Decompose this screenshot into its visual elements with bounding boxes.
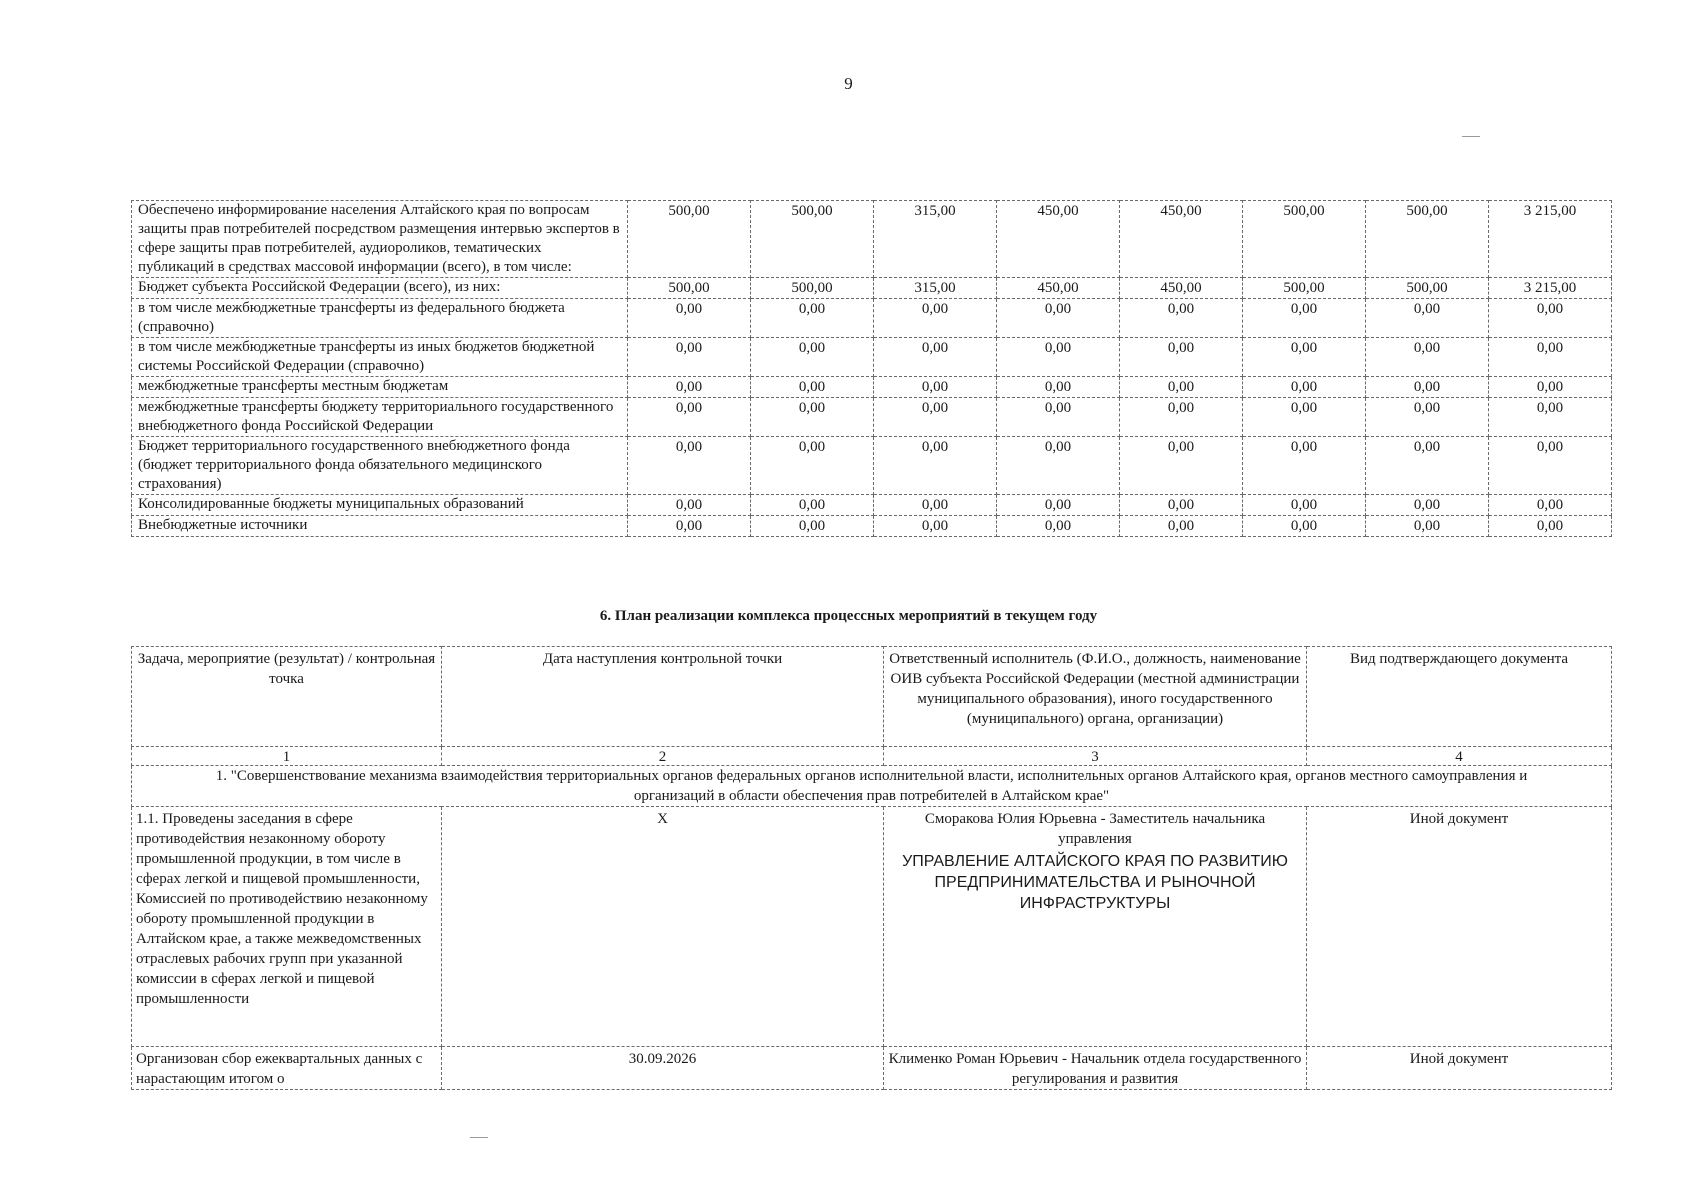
funding-value: 0,00	[1366, 338, 1489, 377]
column-number: 3	[884, 747, 1307, 766]
funding-value: 500,00	[1243, 201, 1366, 278]
task-heading: 1. "Совершенствование механизма взаимодействия территориальных органов федеральных органов исполнительной власти, исполнительных органов Алтайского края, органов местного самоуправления и организаций в области обеспечения прав потребителей в Алтайском крае"	[132, 766, 1612, 807]
funding-value: 0,00	[751, 338, 874, 377]
funding-value: 0,00	[1120, 516, 1243, 537]
funding-value: 315,00	[874, 201, 997, 278]
funding-value: 0,00	[997, 398, 1120, 437]
task-cell: Организован сбор ежеквартальных данных с нарастающим итогом о	[132, 1047, 442, 1090]
task-cell: 1.1. Проведены заседания в сфере противодействия незаконному обороту промышленной продукции, в том числе в сферах легкой и пищевой промышленности, Комиссией по противодействию незаконному обороту промышленной продукции в Алтайском крае, а также межведомственных отраслевых рабочих групп при указанной комиссии в сферах легкой и пищевой промышленности	[132, 807, 442, 1047]
funding-value: 0,00	[751, 377, 874, 398]
funding-value: 0,00	[1120, 398, 1243, 437]
funding-value: 3 215,00	[1489, 278, 1612, 299]
funding-value: 0,00	[1120, 299, 1243, 338]
header-responsible: Ответственный исполнитель (Ф.И.О., должность, наименование ОИВ субъекта Российской Федерации (местной администрации муниципального образования), иного государственного (муниципального) органа, организации)	[884, 647, 1307, 747]
funding-value: 0,00	[1489, 398, 1612, 437]
funding-value: 500,00	[1366, 201, 1489, 278]
funding-value: 0,00	[1366, 437, 1489, 495]
funding-row-label: Бюджет субъекта Российской Федерации (всего), из них:	[132, 278, 628, 299]
funding-value: 0,00	[1489, 299, 1612, 338]
funding-row-label: межбюджетные трансферты местным бюджетам	[132, 377, 628, 398]
funding-value: 0,00	[874, 398, 997, 437]
funding-value: 0,00	[1243, 299, 1366, 338]
date-cell: X	[442, 807, 884, 1047]
column-number-row	[132, 747, 1612, 766]
funding-value: 0,00	[1366, 377, 1489, 398]
funding-value: 500,00	[751, 201, 874, 278]
funding-value: 0,00	[1489, 377, 1612, 398]
funding-value: 450,00	[997, 278, 1120, 299]
funding-value: 500,00	[628, 201, 751, 278]
funding-value: 0,00	[1243, 338, 1366, 377]
funding-value: 500,00	[1366, 278, 1489, 299]
funding-value: 0,00	[874, 377, 997, 398]
funding-row	[132, 377, 1612, 398]
funding-value: 0,00	[997, 299, 1120, 338]
header-task: Задача, мероприятие (результат) / контрольная точка	[132, 647, 442, 747]
funding-value: 0,00	[1243, 516, 1366, 537]
funding-value: 0,00	[751, 299, 874, 338]
funding-value: 0,00	[997, 338, 1120, 377]
funding-value: 0,00	[1489, 437, 1612, 495]
plan-row	[132, 807, 1612, 1047]
funding-value: 0,00	[628, 398, 751, 437]
funding-value: 450,00	[1120, 278, 1243, 299]
funding-value: 0,00	[874, 516, 997, 537]
plan-table	[131, 646, 1612, 1090]
responsible-cell	[884, 807, 1307, 1047]
funding-value: 0,00	[874, 299, 997, 338]
funding-value: 0,00	[628, 437, 751, 495]
funding-value: 0,00	[1366, 299, 1489, 338]
funding-value: 0,00	[1489, 516, 1612, 537]
funding-row-label: Бюджет территориального государственного внебюджетного фонда (бюджет территориального фонда обязательного медицинского страхования)	[132, 437, 628, 495]
funding-value: 0,00	[628, 377, 751, 398]
plan-header-row	[132, 647, 1612, 747]
funding-row-label: Консолидированные бюджеты муниципальных образований	[132, 495, 628, 516]
funding-row	[132, 201, 1612, 278]
plan-row	[132, 1047, 1612, 1090]
funding-row	[132, 516, 1612, 537]
column-number: 4	[1307, 747, 1612, 766]
funding-row-label: Обеспечено информирование населения Алтайского края по вопросам защиты прав потребителей посредством размещения интервью экспертов в сфере защиты прав потребителей, аудиороликов, тематических публикаций в средствах массовой информации (всего), в том числе:	[132, 201, 628, 278]
funding-value: 0,00	[628, 495, 751, 516]
document-cell: Иной документ	[1307, 807, 1612, 1047]
funding-value: 0,00	[1366, 495, 1489, 516]
funding-row	[132, 299, 1612, 338]
funding-value: 0,00	[628, 338, 751, 377]
column-number: 1	[132, 747, 442, 766]
funding-value: 0,00	[874, 338, 997, 377]
funding-row	[132, 495, 1612, 516]
scan-mark	[470, 1137, 488, 1138]
funding-value: 0,00	[1366, 516, 1489, 537]
funding-value: 0,00	[1489, 495, 1612, 516]
funding-value: 315,00	[874, 278, 997, 299]
funding-value: 0,00	[997, 377, 1120, 398]
funding-row	[132, 437, 1612, 495]
funding-value: 0,00	[1120, 495, 1243, 516]
funding-value: 3 215,00	[1489, 201, 1612, 278]
responsible-organization: УПРАВЛЕНИЕ АЛТАЙСКОГО КРАЯ ПО РАЗВИТИЮ ПРЕДПРИНИМАТЕЛЬСТВА И РЫНОЧНОЙ ИНФРАСТРУКТУРЫ	[902, 853, 1288, 912]
funding-value: 0,00	[1243, 495, 1366, 516]
scan-mark	[1462, 136, 1480, 137]
column-number: 2	[442, 747, 884, 766]
funding-value: 450,00	[997, 201, 1120, 278]
funding-value: 0,00	[1489, 338, 1612, 377]
funding-row-label: Внебюджетные источники	[132, 516, 628, 537]
funding-row-label: в том числе межбюджетные трансферты из федерального бюджета (справочно)	[132, 299, 628, 338]
funding-value: 0,00	[874, 437, 997, 495]
header-document: Вид подтверждающего документа	[1307, 647, 1612, 747]
funding-value: 0,00	[1120, 377, 1243, 398]
task-heading-row	[132, 766, 1612, 807]
funding-row	[132, 338, 1612, 377]
funding-value: 0,00	[628, 516, 751, 537]
funding-value: 0,00	[997, 495, 1120, 516]
funding-value: 500,00	[1243, 278, 1366, 299]
funding-value: 500,00	[628, 278, 751, 299]
funding-value: 0,00	[751, 398, 874, 437]
header-date: Дата наступления контрольной точки	[442, 647, 884, 747]
funding-value: 0,00	[751, 516, 874, 537]
responsible-cell: Клименко Роман Юрьевич - Начальник отдела государственного регулирования и развития	[884, 1047, 1307, 1090]
responsible-person: Сморакова Юлия Юрьевна - Заместитель начальника управления	[924, 811, 1266, 847]
section-title: 6. План реализации комплекса процессных мероприятий в текущем году	[599, 608, 1098, 624]
funding-row-label: межбюджетные трансферты бюджету территориального государственного внебюджетного фонда Российской Федерации	[132, 398, 628, 437]
funding-table	[131, 200, 1612, 537]
funding-value: 0,00	[628, 299, 751, 338]
funding-value: 0,00	[1243, 377, 1366, 398]
funding-row-label: в том числе межбюджетные трансферты из иных бюджетов бюджетной системы Российской Федерации (справочно)	[132, 338, 628, 377]
funding-value: 0,00	[751, 495, 874, 516]
funding-value: 0,00	[1243, 398, 1366, 437]
funding-value: 450,00	[1120, 201, 1243, 278]
funding-row	[132, 278, 1612, 299]
funding-value: 0,00	[874, 495, 997, 516]
funding-value: 0,00	[1120, 437, 1243, 495]
funding-value: 0,00	[1243, 437, 1366, 495]
funding-row	[132, 398, 1612, 437]
funding-value: 0,00	[997, 516, 1120, 537]
page-number: 9	[844, 74, 853, 93]
document-cell: Иной документ	[1307, 1047, 1612, 1090]
funding-value: 0,00	[1366, 398, 1489, 437]
funding-value: 0,00	[997, 437, 1120, 495]
funding-value: 500,00	[751, 278, 874, 299]
funding-value: 0,00	[751, 437, 874, 495]
date-cell: 30.09.2026	[442, 1047, 884, 1090]
funding-value: 0,00	[1120, 338, 1243, 377]
